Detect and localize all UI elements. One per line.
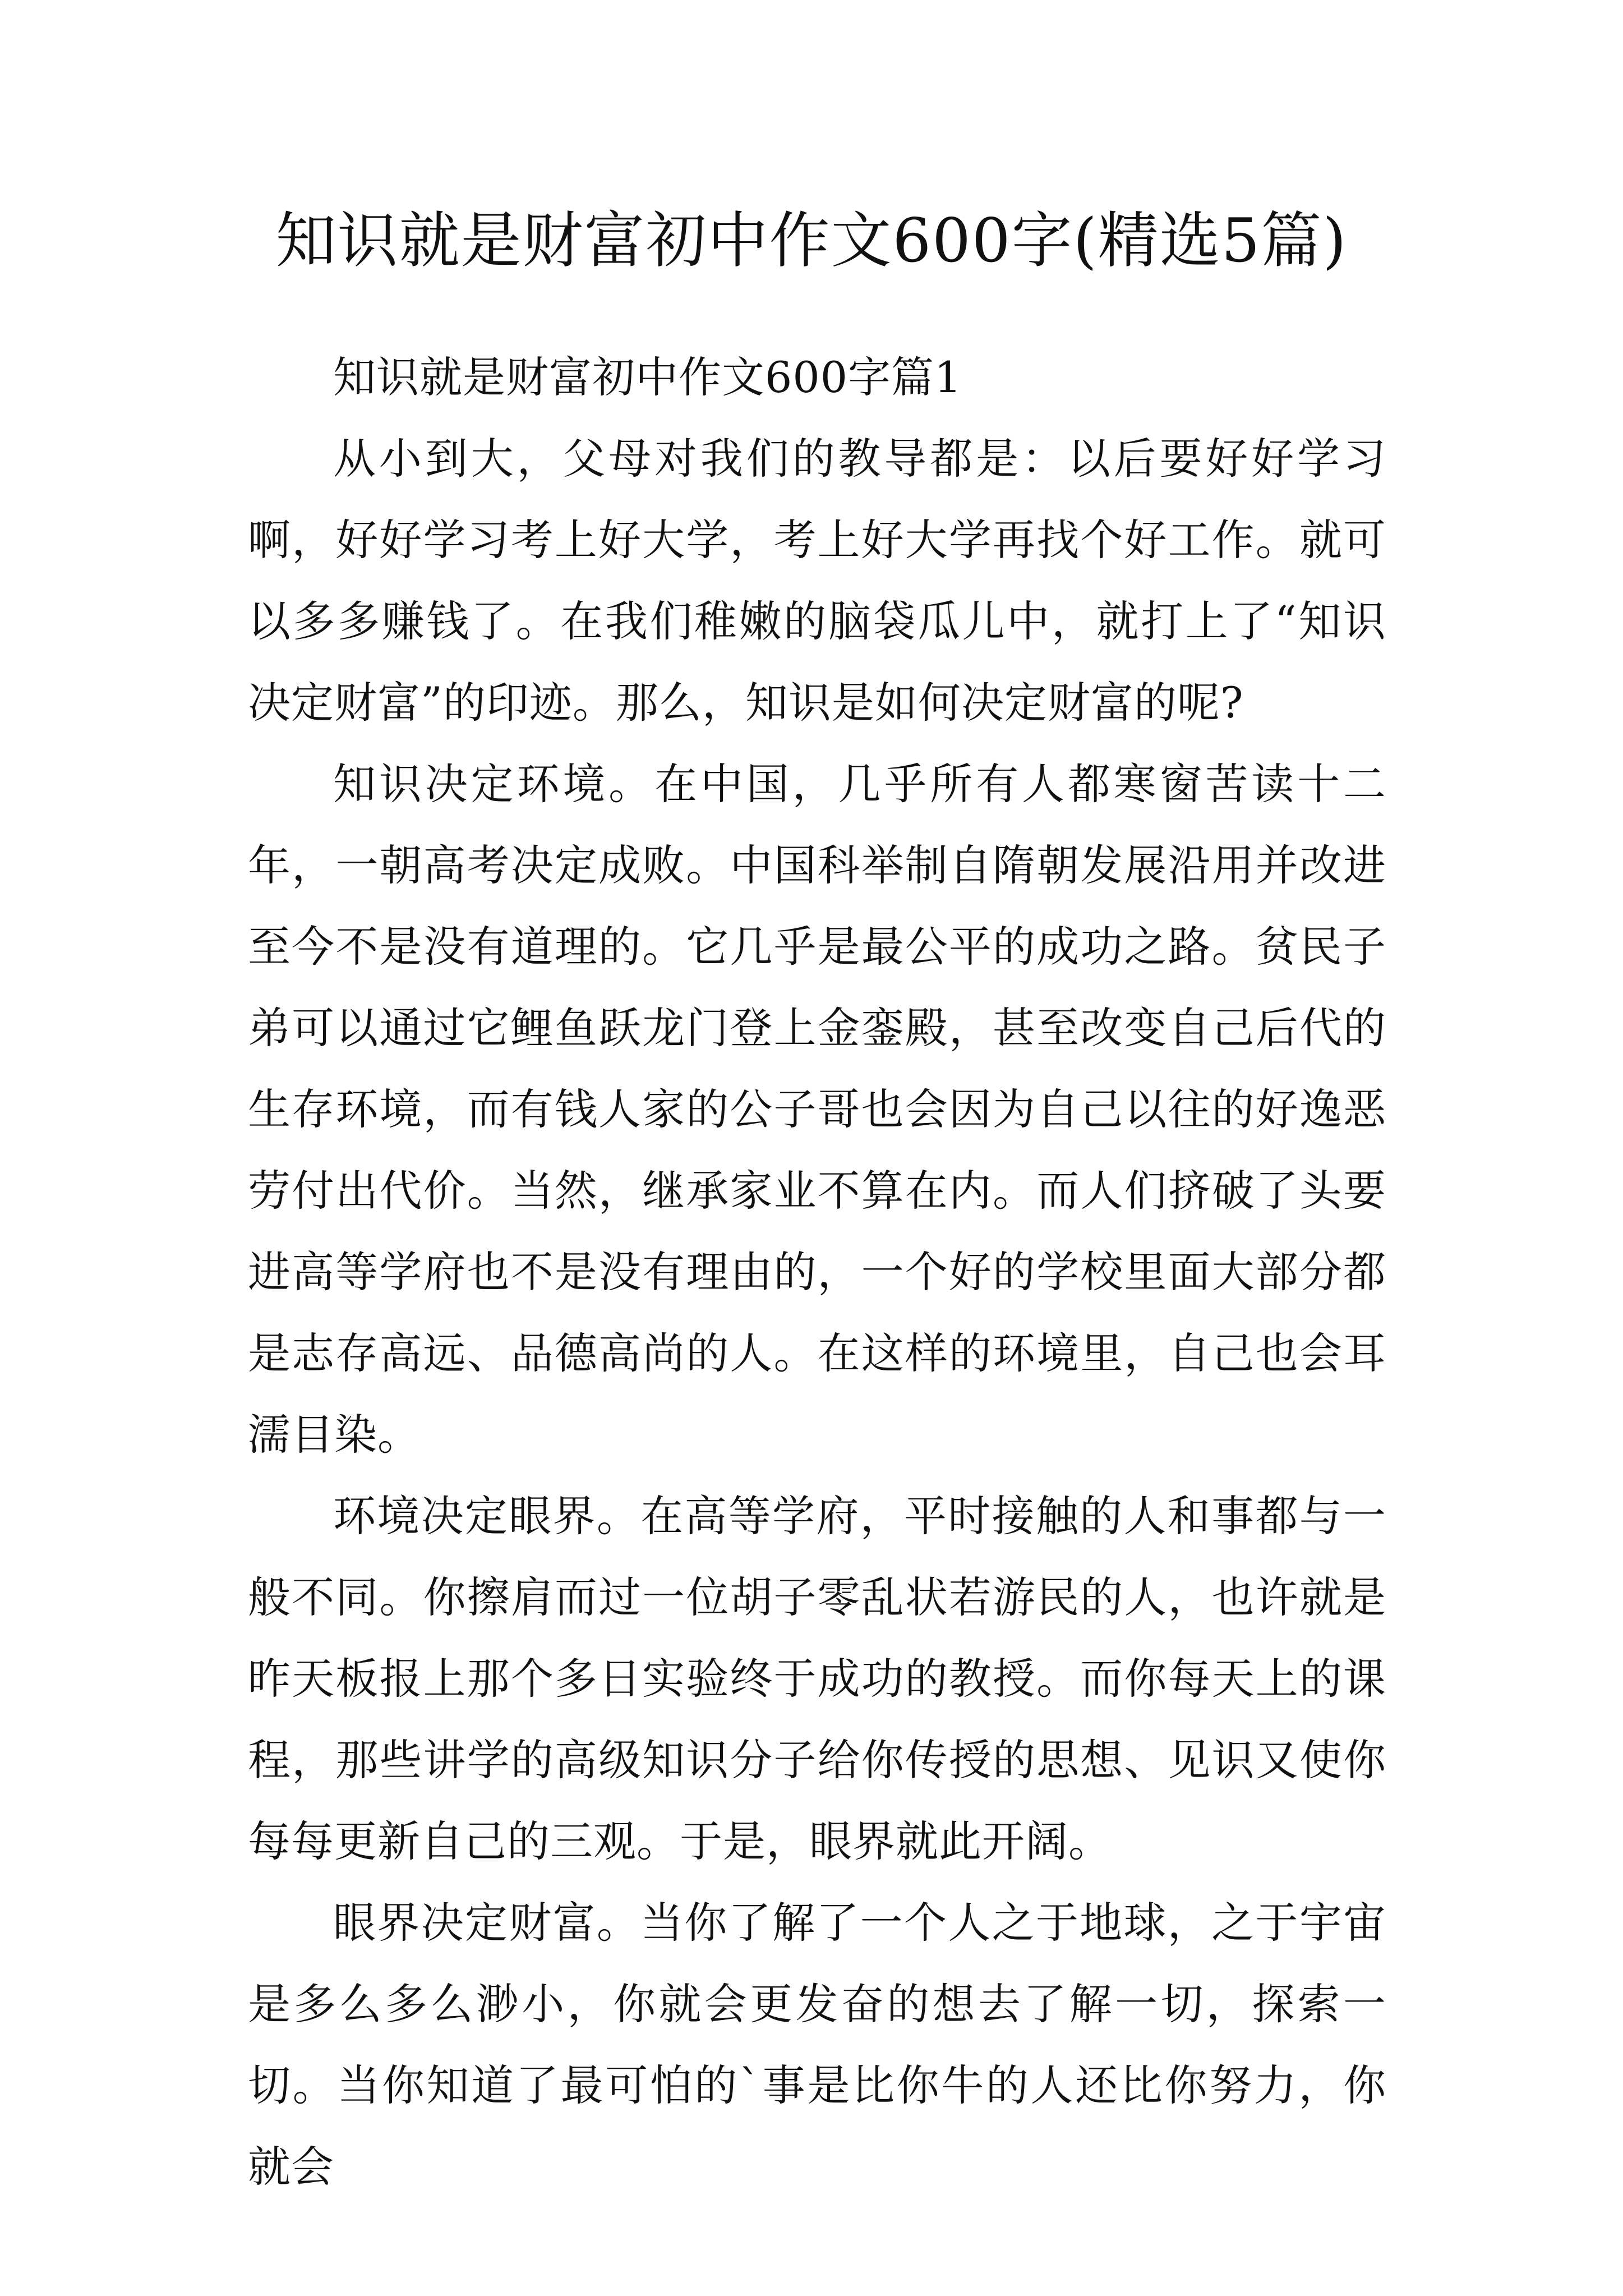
- document-title: 知识就是财富初中作文600字(精选5篇): [275, 206, 1348, 276]
- section-heading: 知识就是财富初中作文600字篇1: [333, 352, 962, 402]
- document-body: [248, 337, 1386, 2207]
- paragraph-3: 环境决定眼界。在高等学府，平时接触的人和事都与一般不同。你擦肩而过一位胡子零乱状若游民的人，也许就是昨天板报上那个多日实验终于成功的教授。而你每天上的课程，那些讲学的高级知识分子给你传授的思想、见识又使你每每更新自己的三观。于是，眼界就此开阔。: [248, 1491, 1386, 1866]
- paragraph-4: 眼界决定财富。当你了解了一个人之于地球，之于宇宙是多么多么渺小，你就会更发奋的想去了解一切，探索一切。当你知道了最可怕的`事是比你牛的人还比你努力，你就会: [248, 1898, 1386, 2192]
- paragraph-1: 从小到大，父母对我们的教导都是：以后要好好学习啊，好好学习考上好大学，考上好大学再找个好工作。就可以多多赚钱了。在我们稚嫩的脑袋瓜儿中，就打上了“知识决定财富”的印迹。那么，知识是如何决定财富的呢?: [248, 434, 1386, 728]
- paragraph-2: 知识决定环境。在中国，几乎所有人都寒窗苦读十二年，一朝高考决定成败。中国科举制自隋朝发展沿用并改进至今不是没有道理的。它几乎是最公平的成功之路。贫民子弟可以通过它鲤鱼跃龙门登上金銮殿，甚至改变自己后代的生存环境，而有钱人家的公子哥也会因为自己以往的好逸恶劳付出代价。当然，继承家业不算在内。而人们挤破了头要进高等学府也不是没有理由的，一个好的学校里面大部分都是志存高远、品德高尚的人。在这样的环境里，自己也会耳濡目染。: [248, 759, 1386, 1460]
